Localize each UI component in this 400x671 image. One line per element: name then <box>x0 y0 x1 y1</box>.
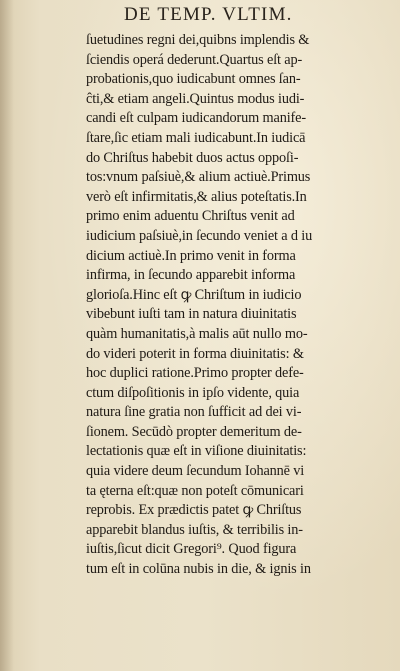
text-line: ta ęterna eſt:quæ non poteſt cōmunicari <box>86 482 304 499</box>
text-line: glorioſa.Hinc eſt ꝙ Chriſtum in iudicio <box>86 286 302 303</box>
text-line: infirma, in ſecundo apparebit informa <box>86 267 296 284</box>
text-line: tum eſt in colūna nubis in die, & ignis in <box>86 561 311 578</box>
text-line: verò eſt infirmitatis,& alius poteſtatis.In <box>86 188 307 205</box>
text-line: ſciendis operá dederunt.Quartus eſt ap- <box>86 51 303 68</box>
text-line: lectationis quæ eſt in viſione diuinitatis: <box>86 443 307 460</box>
running-head: DE TEMP. VLTIM. <box>124 4 293 25</box>
text-line: ctum diſpoſitionis in ipſo vidente, quia <box>86 384 300 401</box>
text-line: probationis,quo iudicabunt omnes ſan- <box>86 71 301 88</box>
text-line: vibebunt iuſti tam in natura diuinitatis <box>86 306 297 323</box>
text-line: quàm humanitatis,à malis aūt nullo mo- <box>86 325 308 342</box>
text-line: do videri poterit in forma diuinitatis: & <box>86 345 304 362</box>
text-line: tos:vnum paſsiuè,& alium actiuè.Primus <box>86 169 311 186</box>
text-line: iudicium paſsiuè,in ſecundo veniet a d iu <box>86 227 313 244</box>
spine-shadow <box>0 0 14 671</box>
text-line: candi eſt culpam iudicandorum manife- <box>86 110 306 127</box>
text-line: apparebit blandus iuſtis, & terribilis in- <box>86 521 303 538</box>
text-line: ĉti,& etiam angeli.Quintus modus iudi- <box>86 90 305 107</box>
text-line: iuſtis,ſicut dicit Gregori⁹. Quod figura <box>86 541 297 558</box>
text-block <box>86 31 386 580</box>
text-line: ſionem. Secūdò propter demeritum de- <box>86 423 302 440</box>
text-line: primo enim aduentu Chriſtus venit ad <box>86 208 295 225</box>
text-line: natura ſine gratia non ſufficit ad dei vi- <box>86 404 302 421</box>
text-line: do Chriſtus habebit duos actus oppoſi- <box>86 149 299 166</box>
text-line: quia videre deum ſecundum Iohannē vi <box>86 463 305 480</box>
text-line: reprobis. Ex prædictis patet ꝙ Chriſtus <box>86 502 302 519</box>
text-line: hoc duplici ratione.Primo propter defe- <box>86 365 304 382</box>
text-line: ſtare,ſic etiam mali iudicabunt.In iudicā <box>86 129 306 146</box>
text-line: ſuetudines regni dei,quibns implendis & <box>86 32 310 48</box>
text-line: dicium actiuè.In primo venit in forma <box>86 247 296 264</box>
